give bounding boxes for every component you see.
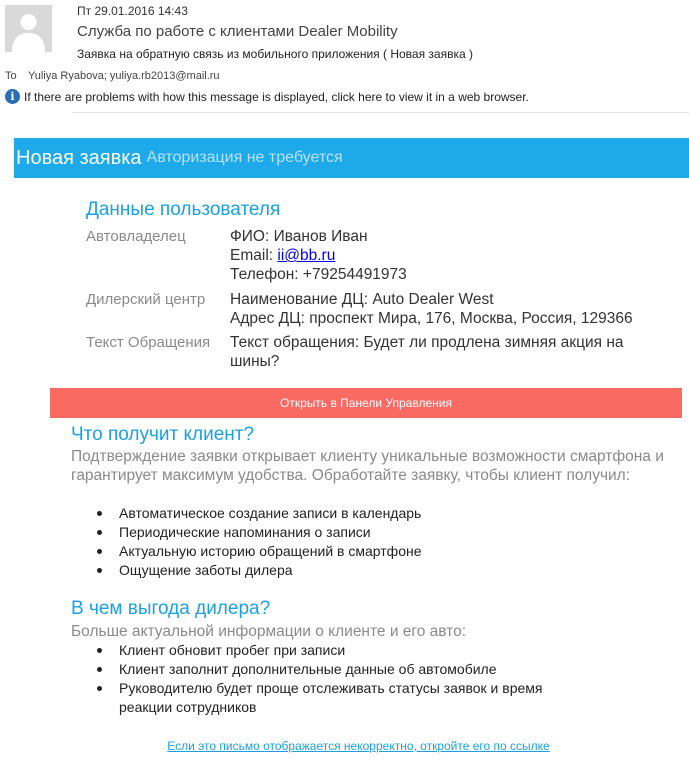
list-item: Автоматическое создание записи в календарь [71,504,671,523]
client-section-intro: Подтверждение заявки открывает клиенту уникальные возможности смартфона и гарантирует максимум удобства. Обработайте заявку, чтобы клиент получил: [71,448,664,484]
dealer-label: Дилерский центр [86,291,206,308]
infobar-text[interactable]: If there are problems with how this message is displayed, click here to view it in a web browser. [24,89,529,104]
owner-email-row [230,246,670,265]
person-icon [5,5,52,52]
dealer-benefits-list [71,641,671,717]
dealer-section-intro: Больше актуальной информации о клиенте и его авто: [71,623,467,640]
banner-subtitle: Авторизация не требуется [146,149,343,166]
owner-phone: Телефон: +79254491973 [230,266,407,283]
list-item: Периодические напоминания о записи [71,523,671,542]
user-data-title: Данные пользователя [86,199,281,220]
list-item: Актуальную историю обращений в смартфоне [71,542,671,561]
open-control-panel-button[interactable]: Открыть в Панели Управления [50,388,682,418]
list-item: Ощущение заботы дилера [71,561,671,580]
list-item: Клиент обновит пробег при записи [71,641,671,660]
owner-email-link[interactable]: ii@bb.ru [277,247,336,264]
dealer-section-title: В чем выгода дилера? [71,598,271,619]
client-benefits-list [71,504,671,580]
request-label: Текст Обращения [86,334,211,351]
display-problem-infobar[interactable] [5,89,529,104]
list-item: Руководителю будет проще отслеживать статусы заявок и время реакции сотрудников [71,679,559,717]
recipients-label: To [5,70,17,82]
header-divider [72,112,689,113]
view-in-browser-link[interactable]: Если это письмо отображается некорректно, откройте его по ссылке [167,739,550,753]
dealer-address: Адрес ДЦ: проспект Мира, 176, Москва, Россия, 129366 [230,310,633,327]
message-subject: Заявка на обратную связь из мобильного приложения ( Новая заявка ) [77,47,473,61]
recipients-list[interactable]: Yuliya Ryabova; yuliya.rb2013@mail.ru [28,70,220,82]
info-icon: i [5,89,20,104]
sender-avatar [5,5,52,52]
owner-name: ФИО: Иванов Иван [230,228,368,245]
dealer-name: Наименование ДЦ: Auto Dealer West [230,291,494,308]
client-section-title: Что получит клиент? [71,424,255,445]
list-item: Клиент заполнит дополнительные данные об автомобиле [71,660,671,679]
message-sender: Служба по работе с клиентами Dealer Mobility [77,23,398,40]
message-date: Пт 29.01.2016 14:43 [77,4,188,18]
owner-email-label: Email: [230,247,274,264]
owner-label: Автовладелец [86,228,186,245]
request-banner [14,138,689,178]
banner-title: Новая заявка [16,146,142,169]
request-text: Текст обращения: Будет ли продлена зимняя акция на шины? [230,334,624,370]
